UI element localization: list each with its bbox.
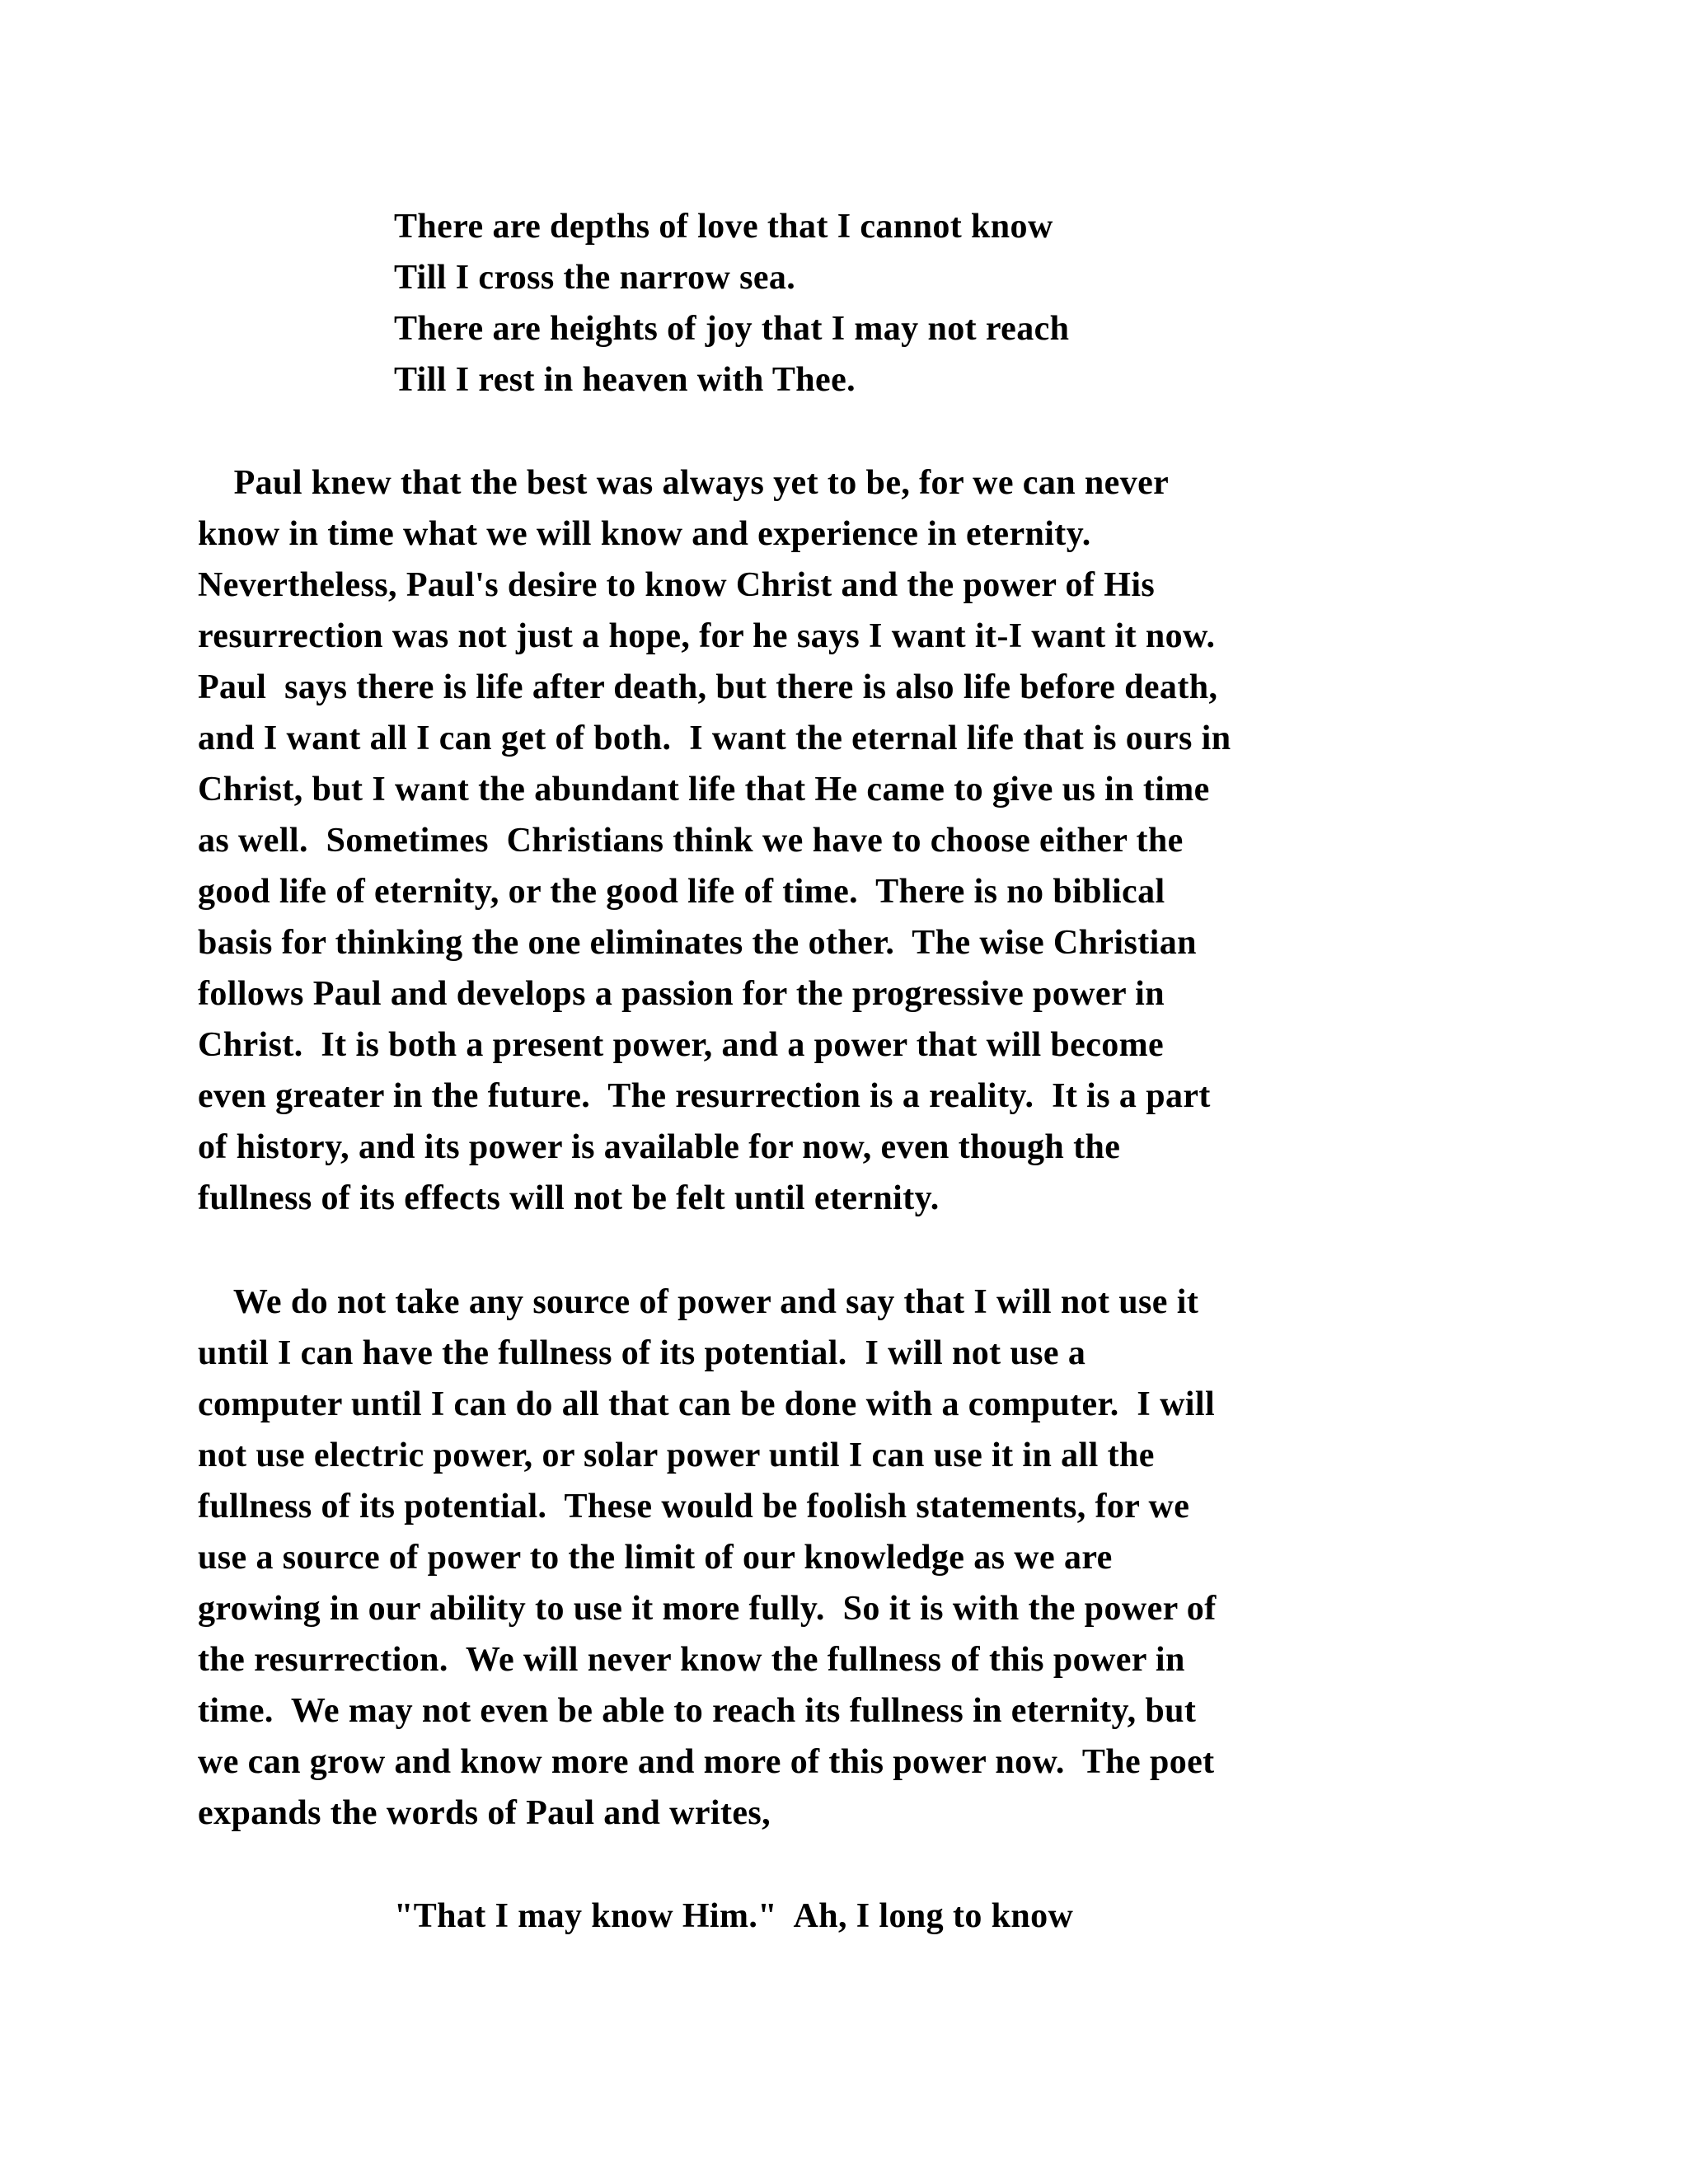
- paragraph-line: Christ. It is both a present power, and a power that will become: [198, 1026, 1165, 1064]
- paragraph-line: computer until I can do all that can be done with a computer. I will: [198, 1385, 1216, 1423]
- paragraph-line: until I can have the fullness of its potential. I will not use a: [198, 1334, 1086, 1372]
- poem-line: Till I cross the narrow sea.: [394, 259, 796, 297]
- paragraph-line: of history, and its power is available for now, even though the: [198, 1128, 1121, 1166]
- paragraph-line: the resurrection. We will never know the fullness of this power in: [198, 1641, 1185, 1679]
- paragraph-line: basis for thinking the one eliminates the other. The wise Christian: [198, 924, 1197, 962]
- paragraph-line: Paul says there is life after death, but there is also life before death,: [198, 668, 1218, 706]
- paragraph-line: fullness of its potential. These would be foolish statements, for we: [198, 1488, 1190, 1526]
- poem-line: There are depths of love that I cannot know: [394, 208, 1053, 246]
- poem-line: There are heights of joy that I may not reach: [394, 310, 1070, 348]
- paragraph-line: Paul knew that the best was always yet to be, for we can never: [198, 464, 1170, 502]
- paragraph-line: we can grow and know more and more of this power now. The poet: [198, 1743, 1215, 1781]
- paragraph-line: and I want all I can get of both. I want the eternal life that is ours in: [198, 719, 1231, 757]
- paragraph-line: good life of eternity, or the good life of time. There is no biblical: [198, 873, 1165, 911]
- paragraph-line: as well. Sometimes Christians think we have to choose either the: [198, 822, 1184, 860]
- paragraph-line: follows Paul and develops a passion for the progressive power in: [198, 975, 1165, 1013]
- paragraph-line: We do not take any source of power and say that I will not use it: [198, 1283, 1199, 1321]
- paragraph-line: Nevertheless, Paul's desire to know Christ and the power of His: [198, 566, 1156, 604]
- paragraph-line: expands the words of Paul and writes,: [198, 1794, 771, 1832]
- paragraph-line: use a source of power to the limit of our knowledge as we are: [198, 1539, 1113, 1577]
- paragraph-line: know in time what we will know and experience in eternity.: [198, 515, 1091, 553]
- paragraph-line: Christ, but I want the abundant life that He came to give us in time: [198, 771, 1210, 808]
- paragraph-line: even greater in the future. The resurrection is a reality. It is a part: [198, 1077, 1211, 1115]
- paragraph-line: fullness of its effects will not be felt until eternity.: [198, 1179, 940, 1217]
- poem-line: "That I may know Him." Ah, I long to know: [394, 1897, 1074, 1935]
- poem-line: Till I rest in heaven with Thee.: [394, 361, 856, 399]
- paragraph-line: not use electric power, or solar power until I can use it in all the: [198, 1436, 1155, 1474]
- paragraph-line: resurrection was not just a hope, for he says I want it-I want it now.: [198, 617, 1216, 655]
- paragraph-line: time. We may not even be able to reach its fullness in eternity, but: [198, 1692, 1197, 1730]
- paragraph-line: growing in our ability to use it more fully. So it is with the power of: [198, 1590, 1217, 1628]
